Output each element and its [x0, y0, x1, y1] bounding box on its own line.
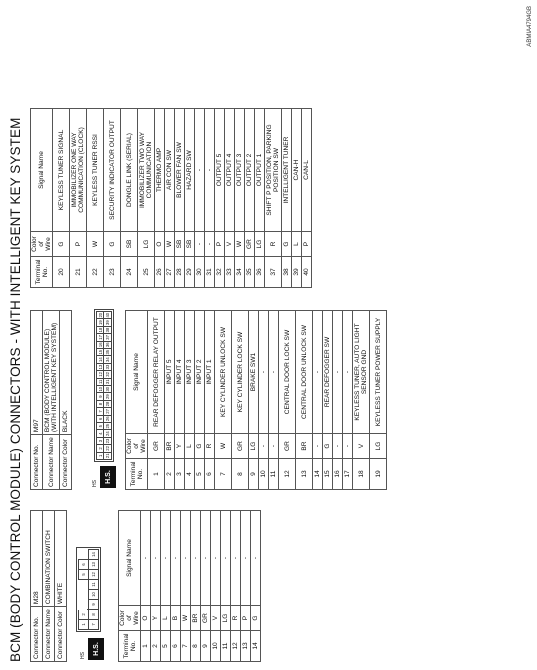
terminal-no: 7: [215, 459, 232, 490]
terminal-no: 27: [165, 257, 175, 288]
connector-pin: 10: [97, 386, 103, 392]
signal-name: -: [221, 511, 231, 606]
connector-pin: 3: [96, 437, 104, 445]
m28-hs-icon: [82, 638, 104, 660]
header-signal: Signal Name: [126, 311, 148, 434]
table-row: [165, 311, 175, 490]
terminal-no: 20: [53, 257, 70, 288]
terminal-no: 29: [185, 257, 195, 288]
header-terminal: Terminal No.: [126, 459, 148, 490]
terminal-no: 37: [265, 257, 282, 288]
signal-name: IMMOBILIZER ONE WAY COMMUNICATION (CLOCK): [70, 109, 87, 232]
terminal-no: 6: [171, 631, 181, 662]
wire-color: L: [185, 434, 195, 459]
connector-pin: 14: [97, 357, 103, 362]
m97-signal-table-2: [30, 108, 312, 288]
wire-color: W: [165, 232, 175, 257]
connector-pin: 27: [105, 409, 111, 414]
connector-pin: 6: [96, 415, 104, 423]
wire-color: LG: [249, 434, 259, 459]
m28-signal-table: [118, 510, 261, 662]
signal-name: KEYLESS TUNER SIGNAL: [53, 109, 70, 232]
table-row: [221, 511, 231, 662]
terminal-no: 7: [181, 631, 191, 662]
terminal-no: 12: [279, 459, 296, 490]
terminal-no: 22: [87, 257, 104, 288]
connector-pin: 6: [78, 559, 89, 570]
connector-pin: 13: [97, 364, 103, 370]
connector-pin: 11: [88, 579, 99, 590]
terminal-no: 2: [165, 459, 175, 490]
header-color: Color of Wire: [126, 434, 148, 459]
connector-pin: [78, 581, 87, 590]
terminal-no: 21: [70, 257, 87, 288]
terminal-no: 9: [249, 459, 259, 490]
terminal-no: 14: [313, 459, 323, 490]
m28-connector-name: COMBINATION SWITCH: [43, 511, 55, 607]
connector-pin: 21: [105, 453, 111, 459]
wire-color: G: [251, 606, 261, 631]
signal-name: CAN-L: [302, 109, 312, 232]
wire-color: -: [269, 434, 279, 459]
m97-signal-table-1: [125, 310, 387, 490]
signal-name: OUTPUT 3: [235, 109, 245, 232]
connector-pin: 30: [105, 386, 111, 392]
terminal-no: 24: [121, 257, 138, 288]
table-row: [249, 311, 259, 490]
wire-color: -: [333, 434, 343, 459]
signal-name: -: [191, 511, 201, 606]
wire-color: V: [211, 606, 221, 631]
signal-name: KEYLESS TUNER, AUTO LIGHT SENSOR GND: [353, 311, 370, 434]
header-terminal: Terminal No.: [119, 631, 141, 662]
table-row: [313, 311, 323, 490]
wire-color: -: [195, 232, 205, 257]
terminal-no: 1: [141, 631, 151, 662]
connector-pin: 19: [97, 320, 103, 325]
signal-name: OUTPUT 2: [245, 109, 255, 232]
wire-color: L: [292, 232, 302, 257]
signal-name: OUTPUT 1: [255, 109, 265, 232]
connector-pin: 16: [97, 342, 103, 348]
wire-color: R: [265, 232, 282, 257]
terminal-no: 25: [138, 257, 155, 288]
wire-color: LG: [255, 232, 265, 257]
wire-color: L: [161, 606, 171, 631]
terminal-no: 10: [211, 631, 221, 662]
terminal-no: 28: [175, 257, 185, 288]
wire-color: -: [259, 434, 269, 459]
wire-color: Y: [151, 606, 161, 631]
connector-pin: 34: [105, 357, 111, 362]
signal-name: CAN-H: [292, 109, 302, 232]
table-row: [323, 311, 333, 490]
label: Connector Name: [43, 607, 55, 662]
wire-color: GR: [201, 606, 211, 631]
signal-name: -: [313, 311, 323, 434]
signal-name: HAZARD SW: [185, 109, 195, 232]
wire-color: P: [302, 232, 312, 257]
signal-name: -: [259, 311, 269, 434]
signal-name: SHIFT P POSITION, PARKING POSITION SW: [265, 109, 282, 232]
signal-name: DONGLE LINK (SERIAL): [121, 109, 138, 232]
table-row: [175, 109, 185, 288]
terminal-no: 26: [155, 257, 165, 288]
table-row: [235, 109, 245, 288]
signal-name: REAR DEFOGGER RELAY OUTPUT: [148, 311, 165, 434]
terminal-no: 31: [205, 257, 215, 288]
connector-pin: 1: [78, 619, 89, 630]
table-row: [165, 109, 175, 288]
signal-name: -: [205, 109, 215, 232]
connector-pin: [78, 591, 87, 600]
signal-name: CENTRAL DOOR UNLOCK SW: [296, 311, 313, 434]
header-color: Color of Wire: [119, 606, 141, 631]
signal-name: OUTPUT 5: [215, 109, 225, 232]
connector-pin: 2: [78, 609, 89, 620]
wire-color: SB: [121, 232, 138, 257]
signal-name: INTELLIGENT TUNER: [282, 109, 292, 232]
connector-pin: 18: [97, 327, 103, 333]
connector-pin: 8: [96, 400, 104, 408]
signal-name: SECURITY INDICATOR OUTPUT: [104, 109, 121, 232]
table-row: [302, 109, 312, 288]
terminal-no: 15: [323, 459, 333, 490]
hs-small-label: HS: [92, 480, 98, 487]
label: Connector Color: [55, 607, 67, 662]
terminal-no: 14: [251, 631, 261, 662]
table-row: [53, 109, 70, 288]
wire-color: LG: [370, 434, 387, 459]
signal-name: -: [231, 511, 241, 606]
wire-color: GR: [245, 232, 255, 257]
terminal-no: 18: [353, 459, 370, 490]
wire-color: O: [141, 606, 151, 631]
connector-pin: 13: [88, 559, 99, 570]
signal-name: INPUT 5: [165, 311, 175, 434]
connector-pin: 24: [105, 431, 111, 436]
connector-pin: 23: [105, 438, 111, 444]
table-row: [191, 511, 201, 662]
signal-name: INPUT 3: [185, 311, 195, 434]
connector-pin: 5: [78, 569, 89, 580]
wire-color: P: [70, 232, 87, 257]
connector-pin: 9: [96, 392, 104, 400]
connector-pin: 37: [105, 335, 111, 340]
table-row: [245, 109, 255, 288]
terminal-no: 34: [235, 257, 245, 288]
terminal-no: 11: [221, 631, 231, 662]
terminal-no: 9: [201, 631, 211, 662]
terminal-no: 10: [259, 459, 269, 490]
table-row: [296, 311, 313, 490]
signal-name: -: [333, 311, 343, 434]
signal-name: -: [269, 311, 279, 434]
connector-pin: 8: [88, 609, 99, 620]
label: Connector No.: [31, 435, 43, 490]
table-row: [181, 511, 191, 662]
terminal-no: 33: [225, 257, 235, 288]
label: Connector Color: [60, 435, 72, 490]
signal-name: KEY CYLINDER LOCK SW: [232, 311, 249, 434]
signal-name: INPUT 1: [205, 311, 215, 434]
table-row: [225, 109, 235, 288]
table-row: [269, 311, 279, 490]
wire-color: GR: [232, 434, 249, 459]
m28-connector-no: M28: [31, 511, 43, 607]
terminal-no: 4: [185, 459, 195, 490]
terminal-no: 23: [104, 257, 121, 288]
connector-pin: 35: [105, 349, 111, 355]
table-row: [251, 511, 261, 662]
connector-pin: 31: [105, 379, 111, 385]
table-row: [175, 311, 185, 490]
terminal-no: 8: [232, 459, 249, 490]
m28-info-table: [30, 510, 67, 662]
signal-name: -: [251, 511, 261, 606]
table-row: [87, 109, 104, 288]
table-row: [211, 511, 221, 662]
terminal-no: 8: [191, 631, 201, 662]
header-signal: Signal Name: [31, 109, 53, 232]
table-row: [138, 109, 155, 288]
connector-pin: 28: [105, 401, 111, 407]
terminal-no: 3: [175, 459, 185, 490]
connector-pin: 33: [105, 364, 111, 370]
terminal-no: 40: [302, 257, 312, 288]
connector-pin: 20: [97, 312, 103, 318]
connector-pin: 22: [105, 446, 111, 451]
connector-pin: 25: [105, 423, 111, 429]
wire-color: G: [53, 232, 70, 257]
wire-color: B: [171, 606, 181, 631]
connector-pin: 7: [88, 619, 99, 630]
table-row: [195, 311, 205, 490]
terminal-no: 1: [148, 459, 165, 490]
wire-color: GR: [279, 434, 296, 459]
wire-color: LG: [138, 232, 155, 257]
wire-color: G: [195, 434, 205, 459]
wire-color: BR: [165, 434, 175, 459]
table-row: [161, 511, 171, 662]
terminal-no: 2: [151, 631, 161, 662]
terminal-no: 16: [333, 459, 343, 490]
wire-color: P: [241, 606, 251, 631]
table-row: [155, 109, 165, 288]
m97-connector-no: M97: [31, 311, 43, 435]
wire-color: W: [181, 606, 191, 631]
label: Connector No.: [31, 607, 43, 662]
wire-color: W: [215, 434, 232, 459]
connector-pin: 40: [105, 312, 111, 318]
signal-name: -: [181, 511, 191, 606]
signal-name: IMMOBILIZER TWO WAY COMMUNICATION: [138, 109, 155, 232]
m97-info-table: [30, 310, 72, 490]
m97-connector-name: BCM (BODY CONTROL MODULE) (WITH INTELLIGENT KEY SYSTEM): [43, 311, 60, 435]
connector-pin: 1: [96, 452, 104, 460]
table-row: [151, 511, 161, 662]
m97-hs-icon: [94, 466, 116, 488]
signal-name: INPUT 4: [175, 311, 185, 434]
wire-color: GR: [148, 434, 165, 459]
signal-name: BLOWER FAN SW: [175, 109, 185, 232]
wire-color: -: [205, 232, 215, 257]
terminal-no: 13: [296, 459, 313, 490]
wire-color: P: [215, 232, 225, 257]
m97-connector-color: BLACK: [60, 311, 72, 435]
connector-pin: 29: [105, 394, 111, 399]
connector-pin: 7: [96, 407, 104, 415]
connector-pin: 36: [105, 342, 111, 348]
table-row: [185, 311, 195, 490]
terminal-no: 6: [205, 459, 215, 490]
connector-pin: [78, 601, 87, 610]
terminal-no: 5: [161, 631, 171, 662]
terminal-no: 5: [195, 459, 205, 490]
signal-name: -: [201, 511, 211, 606]
terminal-no: 13: [241, 631, 251, 662]
signal-name: THERMO AMP: [155, 109, 165, 232]
signal-name: OUTPUT 4: [225, 109, 235, 232]
connector-pin: 5: [96, 422, 104, 430]
terminal-no: 11: [269, 459, 279, 490]
header-signal: Signal Name: [119, 511, 141, 606]
table-row: [185, 109, 195, 288]
table-row: [70, 109, 87, 288]
connector-pin: 17: [97, 335, 103, 340]
connector-pin: 38: [105, 327, 111, 333]
table-row: [201, 511, 211, 662]
connector-pin: 12: [88, 569, 99, 580]
terminal-no: 38: [282, 257, 292, 288]
page-title: BCM (BODY CONTROL MODULE) CONNECTORS - WITH INTELLIGENT KEY SYSTEM: [8, 117, 23, 662]
hs-small-label: HS: [80, 652, 86, 659]
wire-color: R: [231, 606, 241, 631]
terminal-no: 12: [231, 631, 241, 662]
wire-color: W: [235, 232, 245, 257]
table-row: [215, 109, 225, 288]
connector-pin: 32: [105, 372, 111, 377]
signal-name: AIR CON SW: [165, 109, 175, 232]
table-row: [259, 311, 269, 490]
wire-color: G: [104, 232, 121, 257]
terminal-no: 19: [370, 459, 387, 490]
terminal-no: 17: [343, 459, 353, 490]
wire-color: R: [205, 434, 215, 459]
table-row: [148, 311, 165, 490]
table-row: [195, 109, 205, 288]
table-row: [370, 311, 387, 490]
table-row: [292, 109, 302, 288]
signal-name: -: [211, 511, 221, 606]
signal-name: KEY CYLINDER UNLOCK SW: [215, 311, 232, 434]
table-row: [232, 311, 249, 490]
connector-pin: 11: [96, 378, 104, 386]
hs-label: H.S.: [100, 466, 116, 488]
figure-code: ABMIA4794GB: [527, 6, 533, 47]
table-row: [231, 511, 241, 662]
connector-pin: 4: [96, 429, 104, 437]
hs-label: H.S.: [88, 638, 104, 660]
terminal-no: 36: [255, 257, 265, 288]
wire-color: V: [225, 232, 235, 257]
connector-pin: 15: [97, 349, 103, 355]
table-row: [282, 109, 292, 288]
wire-color: -: [343, 434, 353, 459]
signal-name: -: [343, 311, 353, 434]
table-row: [265, 109, 282, 288]
label: Connector Name: [43, 435, 60, 490]
signal-name: -: [171, 511, 181, 606]
table-row: [205, 311, 215, 490]
table-row: [104, 109, 121, 288]
connector-pin: 12: [97, 372, 103, 377]
table-row: [343, 311, 353, 490]
signal-name: REAR DEFOGGER SW: [323, 311, 333, 434]
table-row: [141, 511, 151, 662]
connector-pin: 14: [88, 549, 99, 560]
table-row: [241, 511, 251, 662]
signal-name: -: [161, 511, 171, 606]
wire-color: O: [155, 232, 165, 257]
table-row: [279, 311, 296, 490]
wire-color: W: [87, 232, 104, 257]
table-row: [255, 109, 265, 288]
terminal-no: 32: [215, 257, 225, 288]
wire-color: SB: [175, 232, 185, 257]
wire-color: BR: [191, 606, 201, 631]
wire-color: G: [282, 232, 292, 257]
wire-color: Y: [175, 434, 185, 459]
table-row: [333, 311, 343, 490]
header-terminal: Terminal No.: [31, 257, 53, 288]
m28-connector-color: WHITE: [55, 511, 67, 607]
wire-color: V: [353, 434, 370, 459]
wire-color: G: [323, 434, 333, 459]
table-row: [121, 109, 138, 288]
table-row: [215, 311, 232, 490]
signal-name: INPUT 2: [195, 311, 205, 434]
connector-pin: 39: [105, 320, 111, 325]
wire-color: LG: [221, 606, 231, 631]
wire-color: BR: [296, 434, 313, 459]
signal-name: -: [151, 511, 161, 606]
terminal-no: 35: [245, 257, 255, 288]
connector-pin: 9: [88, 599, 99, 610]
connector-pin: 10: [88, 589, 99, 600]
signal-name: KEYLESS TUNER POWER SUPPLY: [370, 311, 387, 434]
wire-color: SB: [185, 232, 195, 257]
connector-pin: 2: [96, 444, 104, 452]
signal-name: -: [241, 511, 251, 606]
signal-name: CENTRAL DOOR LOCK SW: [279, 311, 296, 434]
terminal-no: 39: [292, 257, 302, 288]
terminal-no: 30: [195, 257, 205, 288]
signal-name: -: [141, 511, 151, 606]
signal-name: BRAKE SW1: [249, 311, 259, 434]
connector-pin: 26: [105, 416, 111, 422]
table-row: [205, 109, 215, 288]
header-color: Color of Wire: [31, 232, 53, 257]
table-row: [353, 311, 370, 490]
table-row: [171, 511, 181, 662]
wire-color: -: [313, 434, 323, 459]
signal-name: -: [195, 109, 205, 232]
signal-name: KEYLESS TUNER RSSI: [87, 109, 104, 232]
